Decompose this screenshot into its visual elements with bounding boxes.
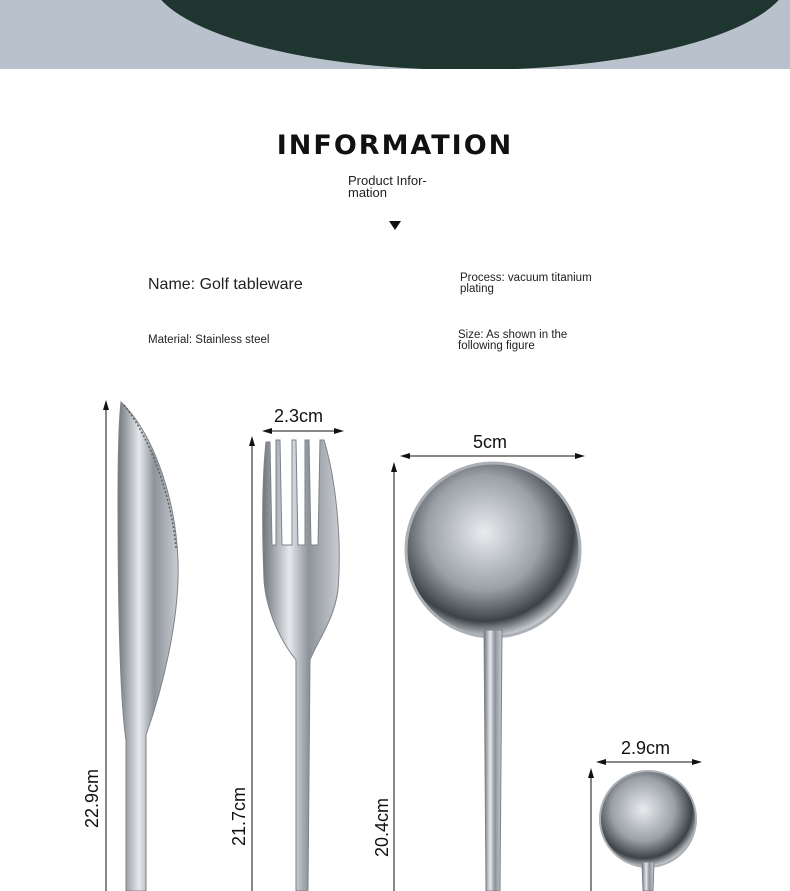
fork-length-label: 21.7cm (229, 786, 249, 846)
teaspoon-width-arrow (596, 759, 702, 765)
spoon (406, 463, 580, 891)
teaspoon-width-label: 2.9cm (621, 738, 671, 758)
fork (263, 440, 340, 891)
fork-width-arrow (262, 428, 344, 434)
knife (118, 402, 178, 891)
spoon-width-arrow (400, 453, 585, 459)
fork-width-label: 2.3cm (274, 406, 324, 426)
spec-material: Material: Stainless steel (148, 334, 270, 346)
spec-name: Name: Golf tableware (148, 276, 303, 293)
teaspoon-length-arrow (588, 768, 594, 891)
spoon-length-label: 20.4cm (372, 797, 392, 857)
spoon-width-label: 5cm (473, 432, 508, 452)
knife-length-arrow (103, 400, 109, 891)
knife-length-label: 22.9cm (82, 768, 102, 828)
section-title: INFORMATION (276, 130, 514, 161)
teaspoon (600, 771, 696, 891)
spec-size: Size: As shown in the following figure (458, 329, 568, 352)
spec-process: Process: vacuum titanium plating (460, 272, 592, 295)
section-subtitle: Product Infor- mation (348, 173, 427, 200)
